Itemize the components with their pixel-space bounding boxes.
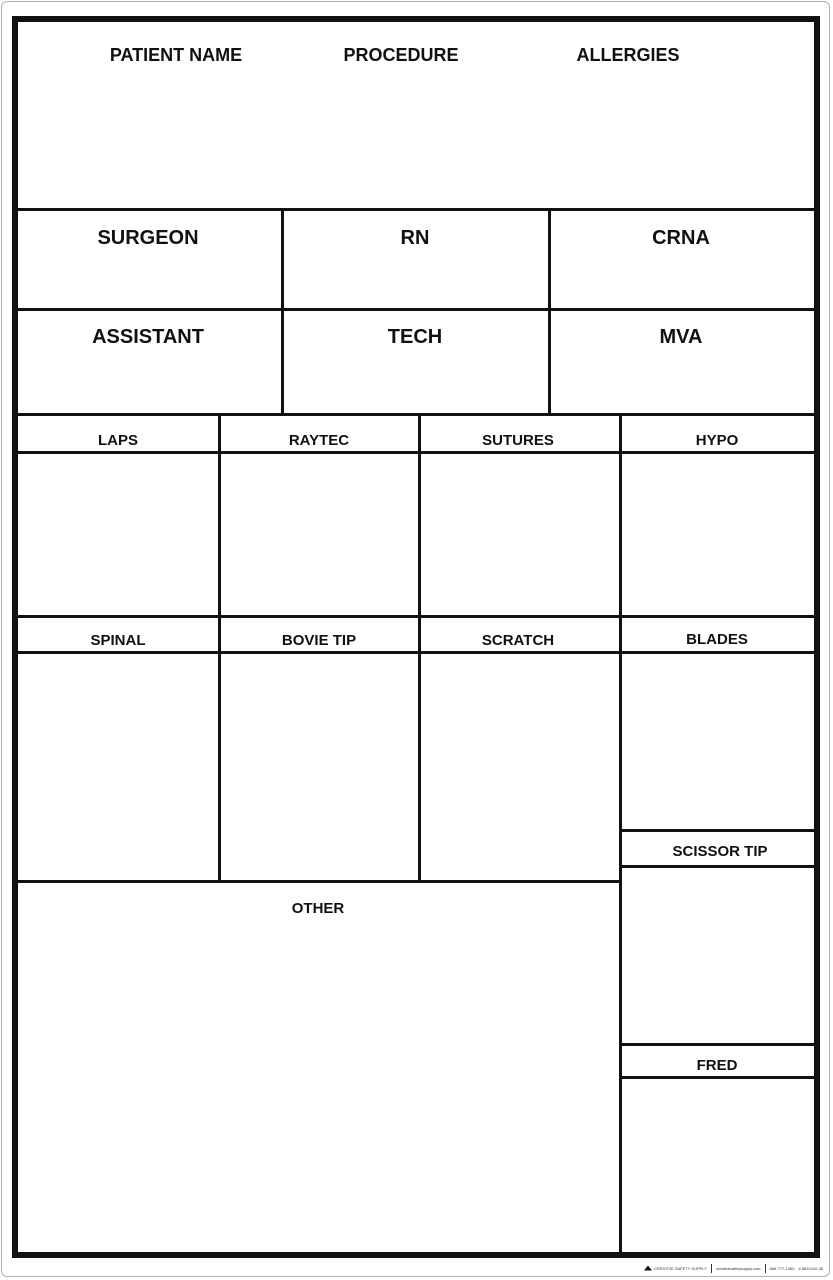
- divider-count-col3: [619, 413, 622, 1252]
- divider-other-top: [18, 880, 620, 883]
- label-procedure: PROCEDURE: [343, 45, 459, 65]
- divider-count-header2: [18, 651, 814, 654]
- divider-scissor-header: [619, 865, 814, 868]
- divider-count-row1: [18, 615, 814, 618]
- divider-staff-col1: [281, 208, 284, 416]
- divider-staff-col2: [548, 208, 551, 416]
- label-mva: MVA: [659, 326, 703, 348]
- label-sutures: SUTURES: [482, 432, 554, 449]
- label-patient-name: PATIENT NAME: [109, 45, 243, 65]
- label-surgeon: SURGEON: [97, 227, 199, 249]
- divider-fred-top: [619, 1043, 814, 1046]
- divider-count-header1: [18, 451, 814, 454]
- divider-count-col1: [218, 413, 221, 883]
- label-tech: TECH: [387, 326, 443, 348]
- label-rn: RN: [400, 227, 430, 249]
- divider-staff-row1: [18, 308, 814, 311]
- label-other: OTHER: [291, 900, 345, 917]
- divider-fred-header: [619, 1076, 814, 1079]
- label-raytec: RAYTEC: [288, 432, 350, 449]
- divider-count-col2: [418, 413, 421, 883]
- label-scissor-tip: SCISSOR TIP: [672, 843, 768, 860]
- divider-header-bottom: [18, 208, 814, 211]
- footer-website: creativesafetysupply.com: [715, 1265, 761, 1271]
- label-blades: BLADES: [686, 631, 748, 648]
- footer-brand: CREATIVE SAFETY SUPPLY: [654, 1265, 707, 1271]
- whiteboard-frame: [12, 16, 820, 1258]
- label-hypo: HYPO: [695, 432, 739, 449]
- footer-info: [644, 1262, 823, 1274]
- footer-phone: 866-777-1360: [769, 1265, 795, 1271]
- label-scratch: SCRATCH: [481, 632, 555, 649]
- label-crna: CRNA: [652, 227, 710, 249]
- footer-code: # 8810100-36: [798, 1265, 824, 1271]
- label-fred: FRED: [696, 1057, 738, 1074]
- label-bovie-tip: BOVIE TIP: [281, 632, 357, 649]
- brand-logo-icon: [644, 1266, 652, 1271]
- label-spinal: SPINAL: [90, 632, 146, 649]
- label-assistant: ASSISTANT: [92, 326, 204, 348]
- label-laps: LAPS: [97, 432, 139, 449]
- divider-scissor-top: [619, 829, 814, 832]
- label-allergies: ALLERGIES: [576, 45, 680, 65]
- divider-staff-row2: [18, 413, 814, 416]
